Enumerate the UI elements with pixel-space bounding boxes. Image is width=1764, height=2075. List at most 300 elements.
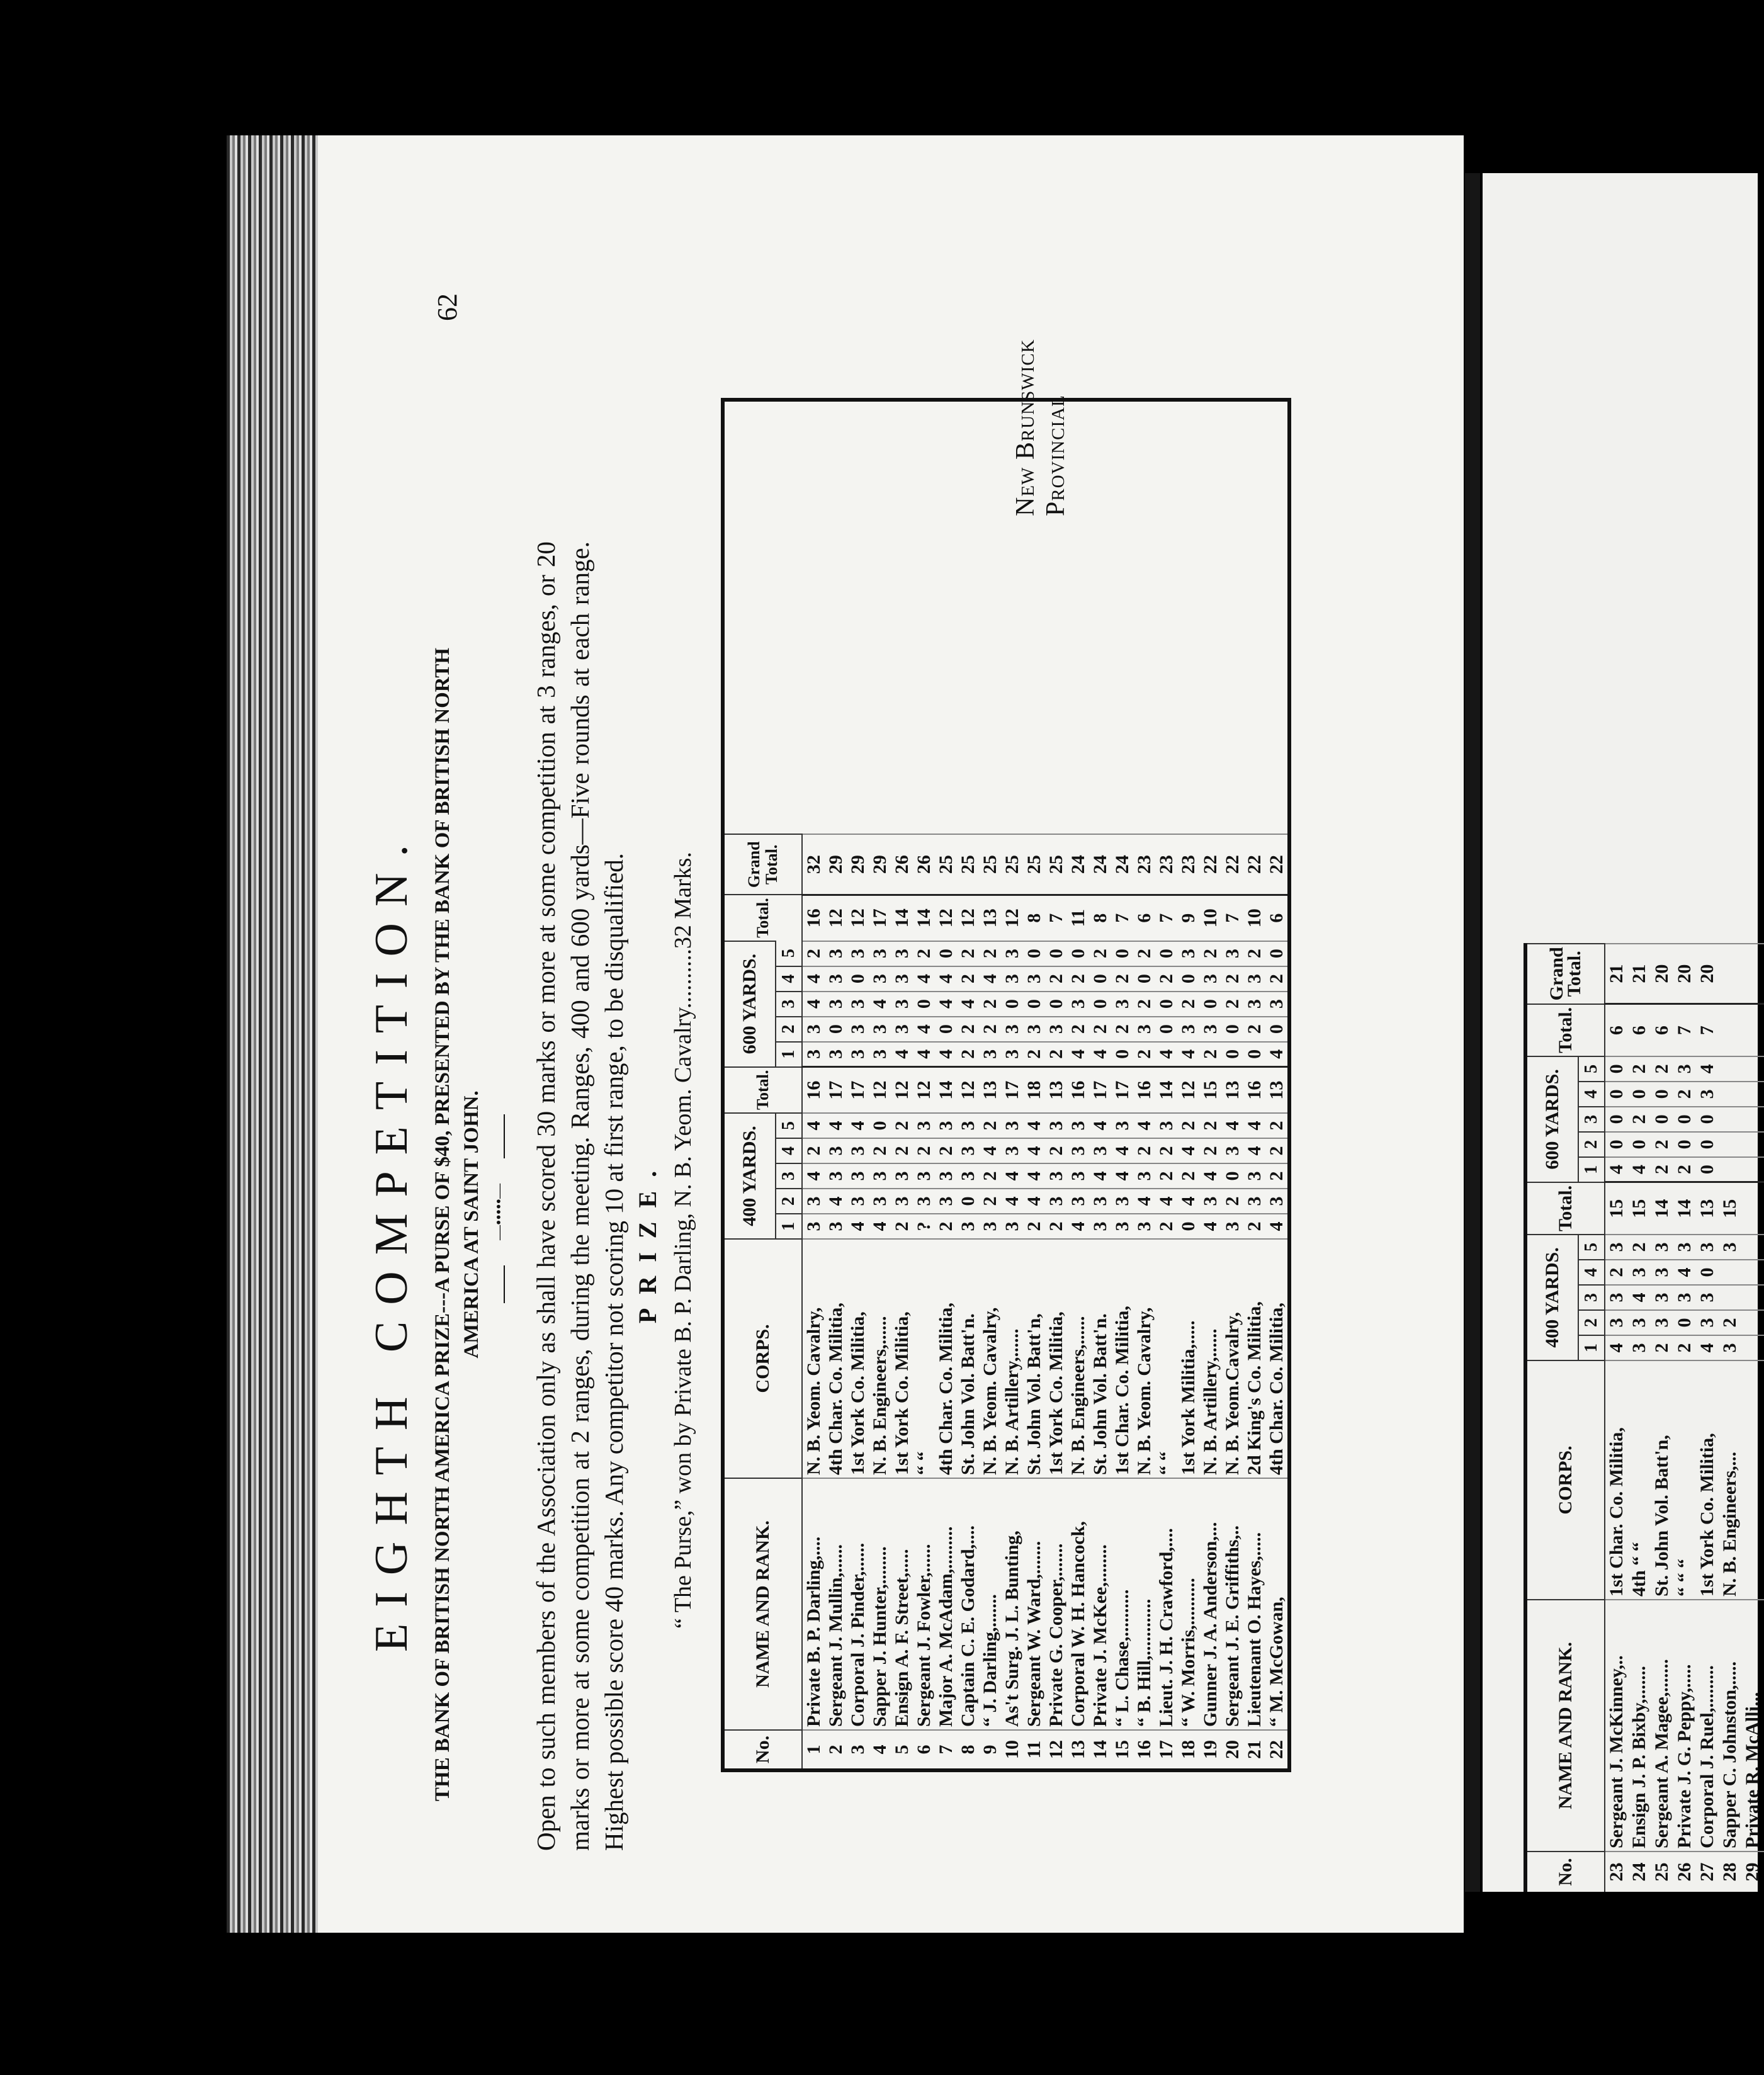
score-600-shot: 4 xyxy=(891,1042,913,1067)
score-400-shot: 3 xyxy=(1045,1189,1067,1214)
score-600-shot: 0 xyxy=(1111,941,1133,966)
score-600-shot: 0 xyxy=(935,941,957,966)
score-600-shot: 3 xyxy=(1221,941,1243,966)
score-600-shot: 3 xyxy=(1023,1017,1045,1042)
score-600-shot: 0 xyxy=(1605,1056,1628,1082)
score-table-continued-body xyxy=(1605,944,1764,1892)
competitor-name: Private J. McKee,........ xyxy=(1089,1478,1111,1730)
total-600: 13 xyxy=(979,895,1001,941)
score-400-shot: 0 xyxy=(1673,1310,1696,1335)
col-header-total-400: Total. xyxy=(1525,1182,1605,1235)
score-600-shot: 4 xyxy=(913,1017,935,1042)
score-400-shot: 4 xyxy=(1243,1113,1265,1138)
row-number: 13 xyxy=(1067,1730,1089,1770)
score-400-shot: 3 xyxy=(957,1214,979,1239)
total-400: 13 xyxy=(1045,1067,1067,1113)
total-400 xyxy=(1741,1182,1764,1235)
competitor-name: “ B. Hill,............ xyxy=(1133,1478,1155,1730)
row-blank-area xyxy=(1045,400,1067,834)
running-head: New Brunswick Provincial xyxy=(1011,339,1070,516)
score-600-shot: 0 xyxy=(1651,1107,1673,1132)
score-600-shot: 0 xyxy=(935,1017,957,1042)
score-400-shot: 2 xyxy=(1155,1214,1177,1239)
score-600-shot: 0 xyxy=(1696,1132,1719,1157)
total-600: 7 xyxy=(1221,895,1243,941)
score-600-shot: 3 xyxy=(1133,1017,1155,1042)
score-400-shot: 3 xyxy=(1001,1113,1023,1138)
competitor-corps: 4th Char. Co. Militia, xyxy=(1265,1239,1289,1478)
score-600-shot: 3 xyxy=(891,941,913,966)
score-400-shot: 2 xyxy=(1155,1138,1177,1163)
score-400-shot: 4 xyxy=(1199,1163,1221,1189)
score-600-shot: 0 xyxy=(1089,992,1111,1017)
competition-subtitle: THE BANK OF BRITISH NORTH AMERICA PRIZE---A PURSE OF $40, PRESENTED BY THE BANK OF BRITISH NORTH AMERICA AT SAINT JOHN. xyxy=(431,647,483,1802)
score-600-shot xyxy=(1719,1082,1741,1107)
table-row xyxy=(957,400,979,1770)
table-row xyxy=(1719,944,1741,1892)
competitor-corps: “ “ “ xyxy=(1673,1360,1696,1600)
score-600-shot: 4 xyxy=(979,966,1001,992)
grand-total: 22 xyxy=(1221,834,1243,895)
score-400-shot: 2 xyxy=(1221,1189,1243,1214)
score-600-shot: 3 xyxy=(1067,992,1089,1017)
competition-rules: Open to such members of the Association only as shall have scored 30 marks or more at some competition at 3 ranges, or 20 marks or more at some competition at 2 ranges, during the meeting. Ranges, 400 and 600 yards—Five rounds at each range. Highest possible score 40 marks. Any competitor not scoring 10 at first range, to be disqualified. xyxy=(531,541,628,1851)
competitor-corps: N. B. Yeom.Cavalry, xyxy=(1221,1239,1243,1478)
page-edge-stack xyxy=(227,135,321,1933)
score-400-shot: 3 xyxy=(1089,1138,1111,1163)
score-400-shot: 3 xyxy=(1221,1138,1243,1163)
score-600-shot: 4 xyxy=(935,1042,957,1067)
score-400-shot: 4 xyxy=(847,1113,869,1138)
score-600-shot: 2 xyxy=(1628,1107,1651,1132)
score-400-shot: 2 xyxy=(1045,1138,1067,1163)
score-400-shot: 3 xyxy=(1111,1214,1133,1239)
competitor-name: Sapper C. Johnston,..... xyxy=(1719,1600,1741,1852)
score-600-shot: 0 xyxy=(1673,1132,1696,1157)
score-400-shot: 0 xyxy=(1221,1163,1243,1189)
grand-total: 32 xyxy=(802,834,825,895)
score-600-shot: 3 xyxy=(1177,1017,1199,1042)
grand-total: 22 xyxy=(1199,834,1221,895)
shot-header: 5 xyxy=(1578,1235,1605,1260)
score-400-shot: 2 xyxy=(1177,1163,1199,1189)
score-600-shot: 3 xyxy=(1673,1056,1696,1082)
score-600-shot: 2 xyxy=(957,1042,979,1067)
score-600-shot: 3 xyxy=(869,1017,891,1042)
score-400-shot: 3 xyxy=(1265,1189,1289,1214)
total-600: 6 xyxy=(1605,1004,1628,1056)
row-number: 16 xyxy=(1133,1730,1155,1770)
total-600: 11 xyxy=(1067,895,1089,941)
score-600-shot: 0 xyxy=(847,966,869,992)
score-600-shot: 0 xyxy=(1155,992,1177,1017)
score-600-shot: 0 xyxy=(1023,941,1045,966)
score-400-shot: 2 xyxy=(1651,1335,1673,1360)
grand-total xyxy=(1719,944,1741,1004)
ornament: —•••••— xyxy=(491,1158,508,1265)
total-600: 6 xyxy=(1133,895,1155,941)
row-number: 27 xyxy=(1696,1852,1719,1892)
shot-header: 3 xyxy=(776,1163,802,1189)
score-600-shot: 2 xyxy=(1243,1017,1265,1042)
table-row xyxy=(1133,400,1155,1770)
table-row xyxy=(1111,400,1133,1770)
score-400-shot: 2 xyxy=(1199,1113,1221,1138)
row-blank-area xyxy=(1243,400,1265,834)
score-600-shot: 0 xyxy=(1265,1017,1289,1042)
competitor-corps: 1st York Co. Militia, xyxy=(891,1239,913,1478)
score-600-shot: 2 xyxy=(1243,941,1265,966)
score-400-shot: 2 xyxy=(1265,1138,1289,1163)
competitor-name: Captain C. E. Godard,.... xyxy=(957,1478,979,1730)
score-400-shot: 3 xyxy=(1089,1214,1111,1239)
score-600-shot: 0 xyxy=(1605,1082,1628,1107)
row-number: 29 xyxy=(1741,1852,1764,1892)
score-400-shot: 2 xyxy=(1133,1138,1155,1163)
score-400-shot: 4 xyxy=(1023,1189,1045,1214)
score-400-shot: 4 xyxy=(1133,1113,1155,1138)
score-600-shot: 2 xyxy=(1133,1042,1155,1067)
row-number: 10 xyxy=(1001,1730,1023,1770)
score-600-shot xyxy=(1719,1107,1741,1132)
prize-winner-line: “ The Purse,” won by Private B. P. Darling, N. B. Yeom. Cavalry..........32 Marks. xyxy=(670,852,696,1629)
score-600-shot: 0 xyxy=(1221,1017,1243,1042)
score-400-shot: 3 xyxy=(869,1163,891,1189)
table-row xyxy=(1023,400,1045,1770)
col-header-grand-total: Grand Total. xyxy=(1525,944,1605,1004)
score-400-shot: 4 xyxy=(1001,1189,1023,1214)
table-row xyxy=(935,400,957,1770)
score-400-shot: 3 xyxy=(1605,1235,1628,1260)
competitor-corps: St. John Vol. Batt'n, xyxy=(1023,1239,1045,1478)
score-600-shot: 4 xyxy=(1155,1042,1177,1067)
score-600-shot: 3 xyxy=(1199,1017,1221,1042)
competitor-name: “ J. Darling,....... xyxy=(979,1478,1001,1730)
total-400: 17 xyxy=(1089,1067,1111,1113)
col-header-600-yards: 600 YARDS. xyxy=(723,941,776,1067)
row-blank-area xyxy=(825,400,847,834)
score-600-shot: 2 xyxy=(1651,1056,1673,1082)
score-400-shot: 4 xyxy=(979,1138,1001,1163)
score-600-shot: 0 xyxy=(1605,1132,1628,1157)
shot-header: 5 xyxy=(776,941,802,966)
competitor-name: Lieutenant O. Hayes,..... xyxy=(1243,1478,1265,1730)
score-600-shot: 0 xyxy=(1673,1107,1696,1132)
competitor-corps: N. B. Yeom. Cavalry, xyxy=(802,1239,825,1478)
row-number: 23 xyxy=(1605,1852,1628,1892)
row-number: 5 xyxy=(891,1730,913,1770)
competitor-corps: St. John Vol. Batt'n, xyxy=(1651,1360,1673,1600)
score-600-shot: 2 xyxy=(1628,1056,1651,1082)
total-600: 14 xyxy=(913,895,935,941)
score-400-shot: 3 xyxy=(869,1189,891,1214)
score-600-shot: 0 xyxy=(1243,1042,1265,1067)
row-blank-area xyxy=(802,400,825,834)
competitor-name: Corporal J. Ruel,......... xyxy=(1696,1600,1719,1852)
score-400-shot xyxy=(1741,1285,1764,1310)
score-400-shot: 4 xyxy=(825,1189,847,1214)
row-blank-area xyxy=(1133,400,1155,834)
table-row xyxy=(1696,944,1719,1892)
row-blank-area xyxy=(1001,400,1023,834)
score-600-shot: 0 xyxy=(1045,992,1067,1017)
score-600-shot: 4 xyxy=(1089,1042,1111,1067)
score-600-shot: 2 xyxy=(979,941,1001,966)
row-number: 14 xyxy=(1089,1730,1111,1770)
score-600-shot: 3 xyxy=(847,1017,869,1042)
score-400-shot: 3 xyxy=(802,1189,825,1214)
grand-total: 20 xyxy=(1696,944,1719,1004)
total-600 xyxy=(1741,1004,1764,1056)
shot-header: 3 xyxy=(776,992,802,1017)
score-600-shot: 3 xyxy=(1243,992,1265,1017)
score-600-shot: 2 xyxy=(1221,992,1243,1017)
score-400-shot: 3 xyxy=(1221,1214,1243,1239)
total-400: 16 xyxy=(1067,1067,1089,1113)
row-number: 8 xyxy=(957,1730,979,1770)
score-400-shot xyxy=(1741,1235,1764,1260)
grand-total: 25 xyxy=(1045,834,1067,895)
score-600-shot: 3 xyxy=(1111,992,1133,1017)
score-600-shot: 4 xyxy=(1696,1056,1719,1082)
competitor-name: Sergeant W. Ward,....... xyxy=(1023,1478,1045,1730)
score-400-shot: 4 xyxy=(1001,1163,1023,1189)
score-400-shot: 3 xyxy=(1045,1163,1067,1189)
score-600-shot: 2 xyxy=(1067,966,1089,992)
score-600-shot: 3 xyxy=(891,1017,913,1042)
score-400-shot: 0 xyxy=(1696,1260,1719,1285)
grand-total: 26 xyxy=(913,834,935,895)
score-400-shot: 3 xyxy=(1696,1235,1719,1260)
col-header-total-600: Total. xyxy=(723,895,802,941)
col-header-name: NAME AND RANK. xyxy=(723,1478,802,1730)
score-400-shot: 2 xyxy=(869,1138,891,1163)
score-400-shot: 3 xyxy=(1243,1189,1265,1214)
left-page-content xyxy=(318,135,1464,1933)
competitor-corps xyxy=(1741,1360,1764,1600)
total-400: 15 xyxy=(1605,1182,1628,1235)
row-number: 19 xyxy=(1199,1730,1221,1770)
total-400: 16 xyxy=(1243,1067,1265,1113)
score-600-shot: 4 xyxy=(1605,1157,1628,1182)
score-table-body xyxy=(802,400,1289,1770)
score-600-shot: 0 xyxy=(1265,941,1289,966)
score-600-shot: 0 xyxy=(825,1017,847,1042)
total-600: 6 xyxy=(1265,895,1289,941)
table-row xyxy=(1199,400,1221,1770)
score-400-shot: 2 xyxy=(1199,1138,1221,1163)
score-600-shot: 2 xyxy=(1673,1082,1696,1107)
row-blank-area xyxy=(847,400,869,834)
shot-header: 4 xyxy=(776,1138,802,1163)
score-600-shot: 3 xyxy=(1199,966,1221,992)
row-blank-area xyxy=(891,400,913,834)
score-400-shot: 4 xyxy=(1155,1189,1177,1214)
score-400-shot xyxy=(1741,1335,1764,1360)
table-row xyxy=(1673,944,1696,1892)
grand-total: 20 xyxy=(1673,944,1696,1004)
score-600-shot: 2 xyxy=(1089,941,1111,966)
competitor-corps: 1st York Co. Militia, xyxy=(1045,1239,1067,1478)
total-400: 14 xyxy=(935,1067,957,1113)
total-400: 14 xyxy=(1673,1182,1696,1235)
score-400-shot: 3 xyxy=(1719,1335,1741,1360)
score-600-shot: 0 xyxy=(1133,966,1155,992)
grand-total: 25 xyxy=(1001,834,1023,895)
score-400-shot: 3 xyxy=(913,1189,935,1214)
score-600-shot: 0 xyxy=(1001,992,1023,1017)
score-400-shot: 3 xyxy=(935,1189,957,1214)
competitor-name: Ensign J. P. Bixby,....... xyxy=(1628,1600,1651,1852)
score-400-shot: 3 xyxy=(935,1113,957,1138)
total-600: 12 xyxy=(1001,895,1023,941)
col-header-no: No. xyxy=(723,1730,802,1770)
row-number: 28 xyxy=(1719,1852,1741,1892)
score-600-shot: 2 xyxy=(1023,1042,1045,1067)
total-400: 16 xyxy=(1133,1067,1155,1113)
score-400-shot: 3 xyxy=(1243,1163,1265,1189)
score-400-shot: 3 xyxy=(935,1163,957,1189)
competitor-corps: N. B. Yeom. Cavalry, xyxy=(1133,1239,1155,1478)
competitor-corps: 1st Char. Co. Militia, xyxy=(1605,1360,1628,1600)
score-400-shot: 3 xyxy=(1605,1285,1628,1310)
score-400-shot: 3 xyxy=(891,1163,913,1189)
grand-total: 29 xyxy=(869,834,891,895)
table-row xyxy=(802,400,825,1770)
shot-header: 1 xyxy=(776,1042,802,1067)
score-400-shot: 3 xyxy=(1067,1163,1089,1189)
score-400-shot: 3 xyxy=(847,1189,869,1214)
col-header-total-600: Total. xyxy=(1525,1004,1605,1056)
score-400-shot: 2 xyxy=(1628,1235,1651,1260)
competitor-corps: N. B. Artillery,...... xyxy=(1199,1239,1221,1478)
table-row xyxy=(1605,944,1628,1892)
col-header-total-400: Total. xyxy=(723,1067,802,1113)
score-400-shot xyxy=(1719,1285,1741,1310)
score-600-shot: 3 xyxy=(869,941,891,966)
shot-header: 4 xyxy=(1578,1082,1605,1107)
score-400-shot: 3 xyxy=(1673,1235,1696,1260)
score-600-shot: 3 xyxy=(802,1017,825,1042)
total-400: 14 xyxy=(1651,1182,1673,1235)
score-400-shot: 3 xyxy=(957,1113,979,1138)
score-400-shot: 3 xyxy=(1067,1138,1089,1163)
grand-total: 24 xyxy=(1067,834,1089,895)
table-row xyxy=(847,400,869,1770)
table-row xyxy=(1001,400,1023,1770)
total-600: 10 xyxy=(1243,895,1265,941)
grand-total: 29 xyxy=(825,834,847,895)
score-600-shot: 4 xyxy=(935,992,957,1017)
total-400: 13 xyxy=(1265,1067,1289,1113)
score-400-shot: 2 xyxy=(1243,1214,1265,1239)
score-400-shot xyxy=(1719,1260,1741,1285)
total-400: 16 xyxy=(802,1067,825,1113)
prize-heading: PRIZE. xyxy=(633,1156,662,1324)
score-600-shot: 3 xyxy=(847,992,869,1017)
total-600: 7 xyxy=(1155,895,1177,941)
total-600: 7 xyxy=(1111,895,1133,941)
score-600-shot: 2 xyxy=(1133,992,1155,1017)
total-600: 6 xyxy=(1651,1004,1673,1056)
competitor-corps: “ “ xyxy=(913,1239,935,1478)
competitor-corps: 1st York Co. Militia, xyxy=(847,1239,869,1478)
score-600-shot: 4 xyxy=(1177,1042,1199,1067)
row-number: 21 xyxy=(1243,1730,1265,1770)
score-400-shot: 4 xyxy=(1628,1285,1651,1310)
score-600-shot: 0 xyxy=(913,992,935,1017)
total-400: 15 xyxy=(1199,1067,1221,1113)
competitor-corps: N. B. Engineers,... xyxy=(1719,1360,1741,1600)
competitor-corps: N. B. Engineers,...... xyxy=(869,1239,891,1478)
score-600-shot: 4 xyxy=(1265,1042,1289,1067)
col-header-600-yards: 600 YARDS. xyxy=(1525,1056,1578,1182)
score-600-shot: 2 xyxy=(1673,1157,1696,1182)
competitor-corps: 1st York Co. Militia, xyxy=(1696,1360,1719,1600)
shot-header: 2 xyxy=(1578,1310,1605,1335)
row-number: 26 xyxy=(1673,1852,1696,1892)
competitor-name: Corporal W. H. Hancock, xyxy=(1067,1478,1089,1730)
grand-total: 23 xyxy=(1177,834,1199,895)
row-number: 25 xyxy=(1651,1852,1673,1892)
score-600-shot: 2 xyxy=(1133,941,1155,966)
score-600-shot: 3 xyxy=(979,1042,1001,1067)
score-600-shot: 3 xyxy=(1023,966,1045,992)
row-blank-area xyxy=(1221,400,1243,834)
table-row xyxy=(1651,944,1673,1892)
competitor-name: Sergeant J. Mullin,...... xyxy=(825,1478,847,1730)
score-400-shot: 4 xyxy=(1111,1163,1133,1189)
row-blank-area xyxy=(935,400,957,834)
score-400-shot: 4 xyxy=(825,1113,847,1138)
table-row xyxy=(825,400,847,1770)
right-page-content xyxy=(1483,173,1763,1892)
competitor-name: As't Surg. J. L. Bunting, xyxy=(1001,1478,1023,1730)
competition-title: EIGHTH COMPETITION. xyxy=(366,828,417,1652)
table-row xyxy=(1243,400,1265,1770)
score-600-shot: 2 xyxy=(1111,1017,1133,1042)
score-600-shot: 0 xyxy=(1155,941,1177,966)
score-400-shot: 3 xyxy=(891,1189,913,1214)
score-600-shot: 0 xyxy=(1023,992,1045,1017)
table-row xyxy=(891,400,913,1770)
row-number: 6 xyxy=(913,1730,935,1770)
total-600: 12 xyxy=(935,895,957,941)
row-blank-area xyxy=(1199,400,1221,834)
score-400-shot: 4 xyxy=(802,1163,825,1189)
table-blank-area xyxy=(723,400,802,834)
table-row xyxy=(913,400,935,1770)
table-row xyxy=(869,400,891,1770)
score-400-shot: 3 xyxy=(1651,1310,1673,1335)
shot-header: 2 xyxy=(776,1189,802,1214)
row-blank-area xyxy=(1155,400,1177,834)
shot-header: 3 xyxy=(1578,1107,1605,1132)
score-600-shot: 2 xyxy=(1067,1017,1089,1042)
score-400-shot: 3 xyxy=(1001,1138,1023,1163)
score-400-shot: 3 xyxy=(1628,1260,1651,1285)
competitor-name: Sergeant J. Fowler,...... xyxy=(913,1478,935,1730)
score-600-shot: 4 xyxy=(802,992,825,1017)
competitor-corps: 4th Char. Co. Militia, xyxy=(825,1239,847,1478)
score-400-shot: 2 xyxy=(802,1138,825,1163)
row-number: 22 xyxy=(1265,1730,1289,1770)
score-400-shot: 3 xyxy=(1651,1235,1673,1260)
score-table xyxy=(721,398,1291,1772)
grand-total: 21 xyxy=(1605,944,1628,1004)
total-400: 17 xyxy=(1001,1067,1023,1113)
score-600-shot: 3 xyxy=(1001,1017,1023,1042)
